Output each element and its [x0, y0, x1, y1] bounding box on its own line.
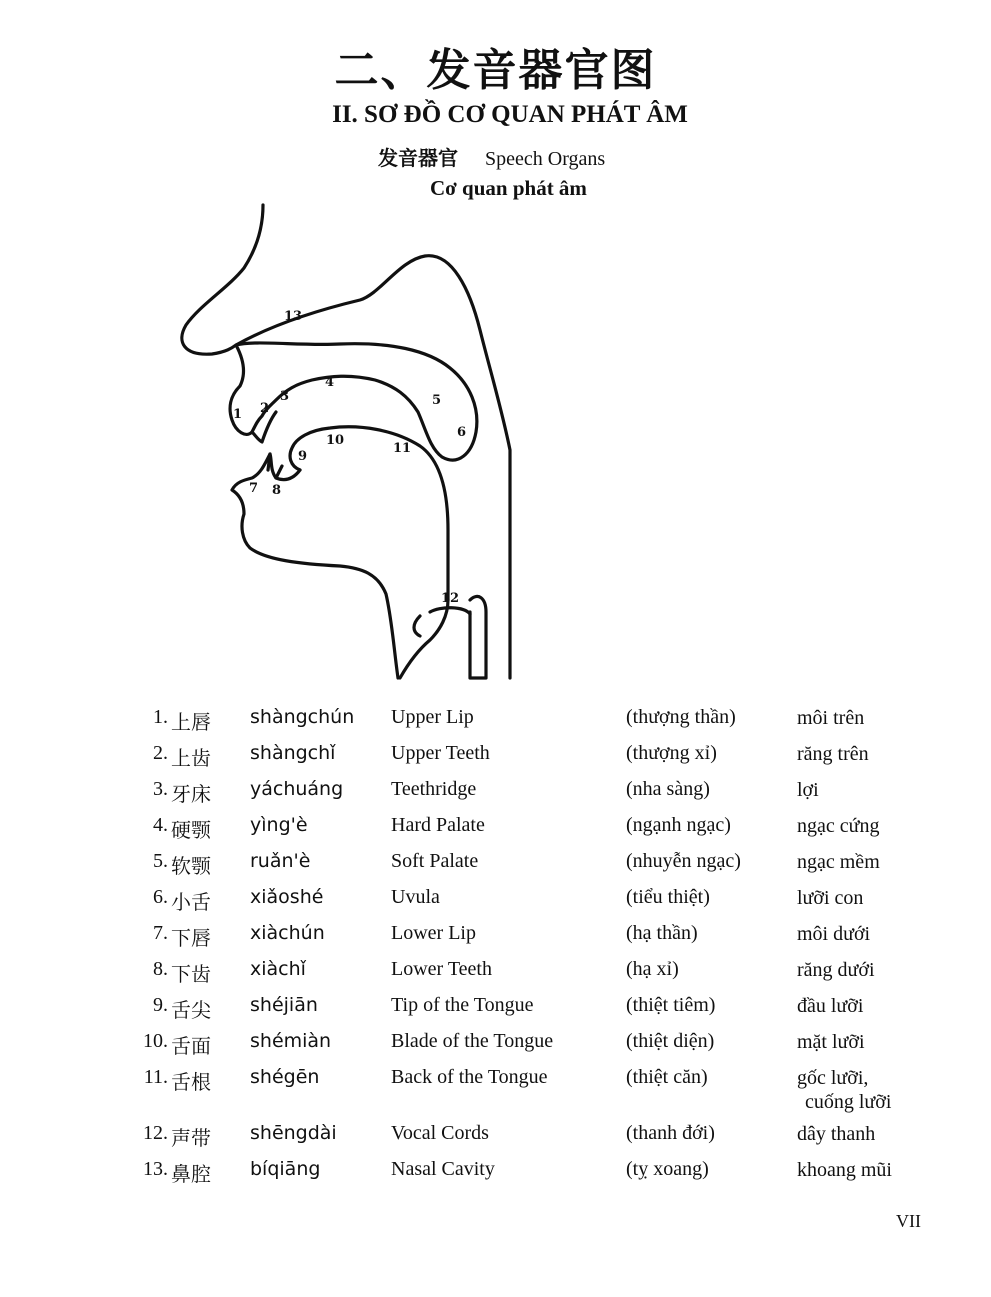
- organ-chinese: 软颚: [171, 854, 211, 878]
- organ-chinese: 舌面: [171, 1034, 211, 1058]
- organ-number: 10.: [143, 1030, 168, 1052]
- organ-english: Teethridge: [391, 778, 477, 800]
- organ-pinyin: shémiàn: [250, 1030, 332, 1052]
- organ-sino-vietnamese: (nhuyễn ngạc): [626, 850, 741, 872]
- organ-vietnamese: ngạc mềm: [797, 851, 880, 873]
- organ-chinese: 下齿: [171, 962, 211, 986]
- organ-pinyin: xiàchǐ: [250, 958, 306, 980]
- organ-pinyin: shēngdài: [250, 1122, 337, 1144]
- organ-number: 2.: [153, 742, 168, 764]
- organ-vietnamese: ngạc cứng: [797, 815, 880, 837]
- organ-pinyin: xiǎoshé: [250, 886, 324, 908]
- organ-pinyin: shàngchún: [250, 706, 355, 728]
- page-title-chinese: 二、发音器官图: [334, 45, 657, 96]
- organ-row: [0, 814, 991, 844]
- organ-english: Lower Teeth: [391, 958, 492, 980]
- organ-vietnamese-alt: cuống lưỡi: [805, 1091, 892, 1113]
- organ-vietnamese: mặt lưỡi: [797, 1031, 865, 1053]
- organ-sino-vietnamese: (thượng xỉ): [626, 742, 717, 764]
- organ-number: 6.: [153, 886, 168, 908]
- organ-pinyin: yìng'è: [250, 814, 308, 836]
- organ-chinese: 小舌: [171, 890, 211, 914]
- organ-english: Uvula: [391, 886, 440, 908]
- organ-pinyin: shàngchǐ: [250, 742, 336, 764]
- organ-english: Upper Lip: [391, 706, 474, 728]
- organ-vietnamese: lợi: [797, 779, 819, 801]
- organ-sino-vietnamese: (thượng thần): [626, 706, 736, 728]
- page-title-vietnamese: II. SƠ ĐỒ CƠ QUAN PHÁT ÂM: [332, 101, 688, 128]
- organ-vietnamese: răng dưới: [797, 959, 875, 981]
- organ-pinyin: yáchuáng: [250, 778, 344, 800]
- organ-english: Soft Palate: [391, 850, 479, 872]
- organ-row: [0, 886, 991, 916]
- organ-row: [0, 778, 991, 808]
- diagram-label-3: 3: [280, 389, 290, 404]
- diagram-label-8: 8: [272, 483, 282, 498]
- organ-chinese: 上齿: [171, 746, 211, 770]
- subtitle-chinese: 发音器官: [378, 146, 458, 170]
- organ-sino-vietnamese: (hạ xỉ): [626, 958, 679, 980]
- organ-vietnamese: gốc lưỡi,: [797, 1067, 869, 1089]
- diagram-label-7: 7: [249, 481, 259, 496]
- diagram-label-5: 5: [432, 393, 442, 408]
- diagram-label-9: 9: [298, 449, 308, 464]
- organ-vietnamese: răng trên: [797, 743, 869, 765]
- organ-number: 3.: [153, 778, 168, 800]
- organ-english: Lower Lip: [391, 922, 476, 944]
- organ-english: Upper Teeth: [391, 742, 490, 764]
- diagram-label-13: 13: [284, 309, 303, 324]
- organ-pinyin: ruǎn'è: [250, 850, 311, 872]
- organ-english: Back of the Tongue: [391, 1066, 548, 1088]
- organ-sino-vietnamese: (thanh đới): [626, 1122, 715, 1144]
- organ-sino-vietnamese: (nha sàng): [626, 778, 710, 800]
- organ-number: 12.: [143, 1122, 168, 1144]
- organ-chinese: 舌根: [171, 1070, 211, 1094]
- organ-sino-vietnamese: (thiệt tiêm): [626, 994, 716, 1016]
- organ-number: 9.: [153, 994, 168, 1016]
- organ-vietnamese: lưỡi con: [797, 887, 864, 909]
- organ-chinese: 舌尖: [171, 998, 211, 1022]
- organ-sino-vietnamese: (thiệt căn): [626, 1066, 708, 1088]
- organ-sino-vietnamese: (tiểu thiệt): [626, 886, 710, 908]
- organ-row: [0, 742, 991, 772]
- organ-row: [0, 850, 991, 880]
- organ-row: [0, 706, 991, 736]
- organ-chinese: 鼻腔: [171, 1162, 211, 1186]
- subtitle-english: Speech Organs: [485, 148, 606, 170]
- organ-vietnamese: đầu lưỡi: [797, 995, 864, 1017]
- organ-chinese: 下唇: [171, 926, 211, 950]
- organ-chinese: 硬颚: [171, 818, 211, 842]
- organ-row: [0, 922, 991, 952]
- organ-pinyin: shéjiān: [250, 994, 318, 1016]
- organ-english: Vocal Cords: [391, 1122, 489, 1144]
- organ-row: [0, 1158, 991, 1188]
- organ-chinese: 上唇: [171, 710, 211, 734]
- organ-pinyin: bíqiāng: [250, 1158, 321, 1180]
- organ-vietnamese: khoang mũi: [797, 1159, 892, 1181]
- organ-pinyin: shégēn: [250, 1066, 320, 1088]
- organ-pinyin: xiàchún: [250, 922, 325, 944]
- organ-row: [0, 1066, 991, 1113]
- organ-sino-vietnamese: (thiệt diện): [626, 1030, 715, 1052]
- diagram-label-12: 12: [441, 591, 460, 606]
- organ-vietnamese: dây thanh: [797, 1123, 876, 1145]
- organ-row: [0, 1122, 991, 1152]
- organ-sino-vietnamese: (hạ thần): [626, 922, 698, 944]
- organ-row: [0, 958, 991, 988]
- organ-number: 4.: [153, 814, 168, 836]
- organ-chinese: 声带: [171, 1126, 211, 1150]
- subtitle-vietnamese: Cơ quan phát âm: [430, 176, 587, 200]
- organ-vietnamese: môi trên: [797, 707, 865, 729]
- organ-number: 1.: [153, 706, 168, 728]
- organ-number: 5.: [153, 850, 168, 872]
- organ-english: Blade of the Tongue: [391, 1030, 554, 1052]
- page-number: VII: [896, 1211, 921, 1231]
- organ-sino-vietnamese: (ngạnh ngạc): [626, 814, 731, 836]
- organ-number: 11.: [143, 1066, 168, 1088]
- organ-number: 7.: [153, 922, 168, 944]
- organ-english: Tip of the Tongue: [391, 994, 534, 1016]
- organ-row: [0, 994, 991, 1024]
- diagram-label-1: 1: [233, 407, 243, 422]
- organ-chinese: 牙床: [171, 782, 211, 806]
- organ-number: 8.: [153, 958, 168, 980]
- organ-vietnamese: môi dưới: [797, 923, 871, 945]
- diagram-label-11: 11: [393, 441, 412, 456]
- organ-number: 13.: [143, 1158, 168, 1180]
- organ-english: Nasal Cavity: [391, 1158, 495, 1180]
- organ-row: [0, 1030, 991, 1060]
- organ-sino-vietnamese: (tỵ xoang): [626, 1158, 709, 1180]
- diagram-label-6: 6: [457, 425, 467, 440]
- organ-english: Hard Palate: [391, 814, 485, 836]
- diagram-label-4: 4: [325, 375, 335, 390]
- diagram-label-10: 10: [326, 433, 345, 448]
- diagram-label-2: 2: [260, 401, 270, 416]
